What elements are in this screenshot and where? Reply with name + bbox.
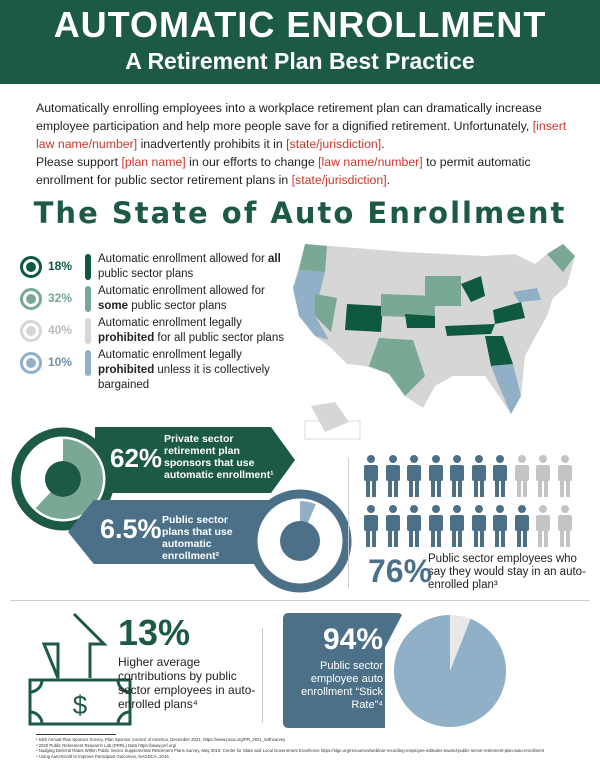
footnote: ¹ 64th Annual Plan Sponsor Survey, Plan Sponsor Council of America, December 2021. https://www.psca.org/PR_2021_64thsurvey: [36, 737, 286, 742]
stay-stat-text: Public sector employees who say they would stay in an auto-enrolled plan³: [428, 553, 586, 591]
page-title: AUTOMATIC ENROLLMENT: [53, 4, 547, 45]
donut-arc-public: [300, 512, 312, 514]
support-text: Please support: [36, 155, 122, 169]
person-icon: [427, 455, 445, 497]
legend-text: Automatic enrollment legally prohibited unless it is collectively bargained: [98, 349, 270, 391]
legend-ring-icon: [20, 320, 42, 342]
state-section-title: The State of Auto Enrollment: [33, 196, 567, 230]
person-icon: [513, 455, 531, 497]
stick-rate-pie-chart: [390, 612, 510, 730]
contrib-stat-text: Higher average contributions by public sector employees in auto-enrolled plans⁴: [118, 655, 256, 711]
person-icon: [556, 455, 574, 497]
public-donut-chart: [247, 488, 353, 594]
person-icon: [491, 455, 509, 497]
person-icon: [534, 455, 552, 497]
placeholder-law: [law name/number]: [318, 155, 423, 169]
section-divider: [10, 600, 590, 601]
support-text: to permit automatic enrollment for public sector retirement plans in: [36, 155, 531, 187]
legend-item: [20, 252, 290, 284]
legend-color-bar: [85, 254, 91, 280]
person-icon: [556, 505, 574, 547]
person-icon: [362, 455, 380, 497]
intro-text: Automatically enrolling employees into a workplace retirement plan can dramatically increase employee participation and help more people save for a dignified retirement. Unfortunately,: [36, 101, 542, 133]
legend-text: Automatic enrollment allowed for all public sector plans: [98, 253, 281, 280]
person-icon: [470, 455, 488, 497]
map-base: [293, 244, 575, 414]
footnote: ⁴ Using Auto-Enroll to Improve Participant Outcomes, NAGDCA, 2016: [36, 753, 169, 759]
legend-ring-icon: [20, 288, 42, 310]
legend-pct: 32%: [48, 291, 73, 305]
donut-center: [280, 521, 320, 561]
legend-color-bar: [85, 286, 91, 312]
person-icon: [448, 455, 466, 497]
footnote-rule: [36, 734, 116, 735]
legend-color-bar: [85, 318, 91, 344]
person-icon: [384, 455, 402, 497]
legend-pct: 10%: [48, 355, 73, 369]
legend-pct: 40%: [48, 323, 73, 337]
stay-stat-value: 76%: [368, 553, 433, 589]
stick-stat-value: 94%: [322, 623, 383, 656]
stick-stat-text: Public sector employee auto enrollment “Stick Rate”⁴: [301, 660, 383, 711]
footnote: ³ Nudging Deferral Rates Within Public Sector Supplemental Retirement Plans Survey, May 2019, Center for State and Local Government Excellence https://slge.org/resources/webinar-recording-employee-attitudes-toward-public-sector-retirement-plan-auto-enrollment: [36, 748, 545, 754]
state-midwest: [425, 276, 461, 306]
legend-item: [20, 348, 290, 391]
legend-text: Automatic enrollment legally prohibited for all public sector plans: [98, 317, 284, 344]
person-icon: [362, 505, 380, 547]
placeholder-plan: [plan name]: [121, 155, 186, 169]
person-icon: [405, 455, 423, 497]
pie-slice-stick: [390, 612, 510, 730]
legend-ring-icon: [20, 256, 42, 278]
state-co: [345, 304, 383, 332]
person-icon: [384, 505, 402, 547]
header-banner: [0, 0, 600, 84]
intro-text: inadvertently prohibits it in: [137, 137, 287, 151]
legend-color-bar: [85, 350, 91, 376]
divider: [262, 628, 263, 723]
state-wa: [299, 244, 327, 272]
person-icon: [448, 505, 466, 547]
person-icon: [513, 505, 531, 547]
placeholder-law: [insert law name/number]: [36, 119, 567, 151]
us-map: [285, 236, 590, 441]
legend-item: [20, 316, 290, 348]
dollar-icon: $: [72, 690, 88, 720]
legend-item: [20, 284, 290, 316]
private-stat-text: Private sector retirement plan sponsors that use automatic enrollment¹: [164, 433, 274, 481]
divider: [348, 458, 349, 588]
contrib-stat-value: 13%: [118, 612, 191, 653]
intro-text: .: [381, 137, 385, 151]
money-arrow-icon: [22, 610, 132, 730]
person-icon: [491, 505, 509, 547]
person-icon: [405, 505, 423, 547]
private-stat-value: 62%: [110, 443, 163, 473]
legend-text: Automatic enrollment allowed for some public sector plans: [98, 285, 265, 312]
legend-ring-icon: [20, 352, 42, 374]
intro-paragraph: [36, 99, 571, 153]
legend-pct: 18%: [48, 259, 73, 273]
page-subtitle: A Retirement Plan Best Practice: [125, 48, 475, 74]
placeholder-state: [state/jurisdiction]: [286, 137, 382, 151]
support-paragraph: [36, 153, 571, 189]
state-ks: [405, 314, 435, 328]
footnote: ² 2020 Public Retirement Research Lab (PRRL) Data https://www.prrl.org/: [36, 742, 177, 748]
public-stat-value: 6.5%: [100, 514, 162, 544]
person-icon: [534, 505, 552, 547]
public-stat-text: Public sector plans that use automatic enrollment²: [162, 514, 233, 562]
person-icon: [427, 505, 445, 547]
placeholder-state: [state/jurisdiction]: [291, 173, 387, 187]
footnotes: [36, 737, 596, 759]
person-icon: [470, 505, 488, 547]
donut-center: [45, 461, 81, 497]
support-text: in our efforts to change: [185, 155, 319, 169]
support-text: .: [386, 173, 391, 187]
